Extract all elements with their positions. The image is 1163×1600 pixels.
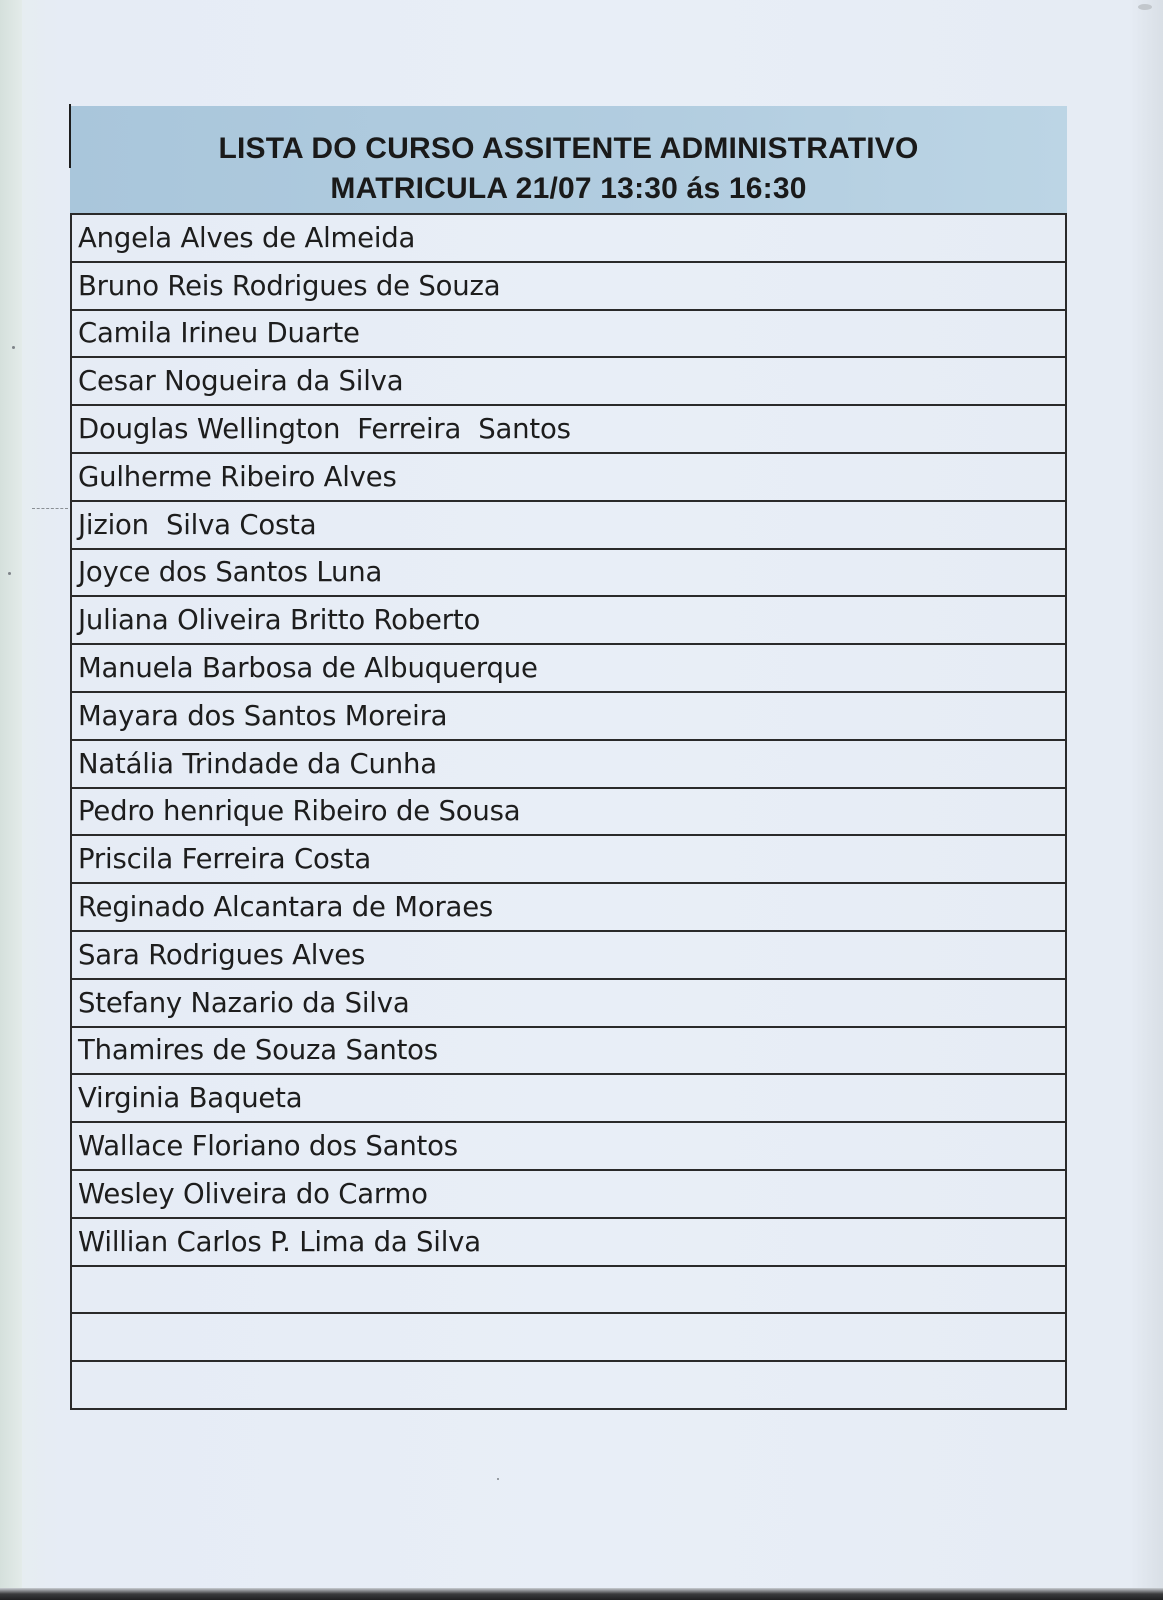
student-row: Wallace Floriano dos Santos <box>72 1123 1065 1171</box>
student-row: Natália Trindade da Cunha <box>72 741 1065 789</box>
page-title: LISTA DO CURSO ASSITENTE ADMINISTRATIVO <box>218 132 919 165</box>
student-row: Reginado Alcantara de Moraes <box>72 884 1065 932</box>
enrollment-subtitle: MATRICULA 21/07 13:30 ás 16:30 <box>330 172 807 205</box>
student-row: Joyce dos Santos Luna <box>72 550 1065 598</box>
student-row: Mayara dos Santos Moreira <box>72 693 1065 741</box>
student-row: Priscila Ferreira Costa <box>72 836 1065 884</box>
empty-row <box>72 1362 1065 1410</box>
student-row: Angela Alves de Almeida <box>72 215 1065 263</box>
page-corner-mark <box>1138 4 1152 10</box>
student-list-table <box>70 213 1067 1410</box>
student-row: Sara Rodrigues Alves <box>72 932 1065 980</box>
dust-speck <box>8 572 11 575</box>
student-row: Stefany Nazario da Silva <box>72 980 1065 1028</box>
student-row: Manuela Barbosa de Albuquerque <box>72 645 1065 693</box>
empty-row <box>72 1314 1065 1362</box>
scanner-bottom-edge <box>0 1588 1163 1600</box>
dust-speck <box>12 346 15 349</box>
student-row: Gulherme Ribeiro Alves <box>72 454 1065 502</box>
dust-speck <box>497 1478 499 1480</box>
student-row: Thamires de Souza Santos <box>72 1028 1065 1076</box>
student-row: Pedro henrique Ribeiro de Sousa <box>72 789 1065 837</box>
student-row: Douglas Wellington Ferreira Santos <box>72 406 1065 454</box>
student-row: Virginia Baqueta <box>72 1075 1065 1123</box>
student-row: Bruno Reis Rodrigues de Souza <box>72 263 1065 311</box>
student-row: Juliana Oliveira Britto Roberto <box>72 597 1065 645</box>
student-row: Cesar Nogueira da Silva <box>72 358 1065 406</box>
student-row: Willian Carlos P. Lima da Silva <box>72 1219 1065 1267</box>
scan-mark-line <box>32 508 68 510</box>
student-row: Camila Irineu Duarte <box>72 311 1065 359</box>
empty-row <box>72 1267 1065 1315</box>
student-row: Wesley Oliveira do Carmo <box>72 1171 1065 1219</box>
page-left-edge-shadow <box>0 0 22 1590</box>
student-row: Jizion Silva Costa <box>72 502 1065 550</box>
